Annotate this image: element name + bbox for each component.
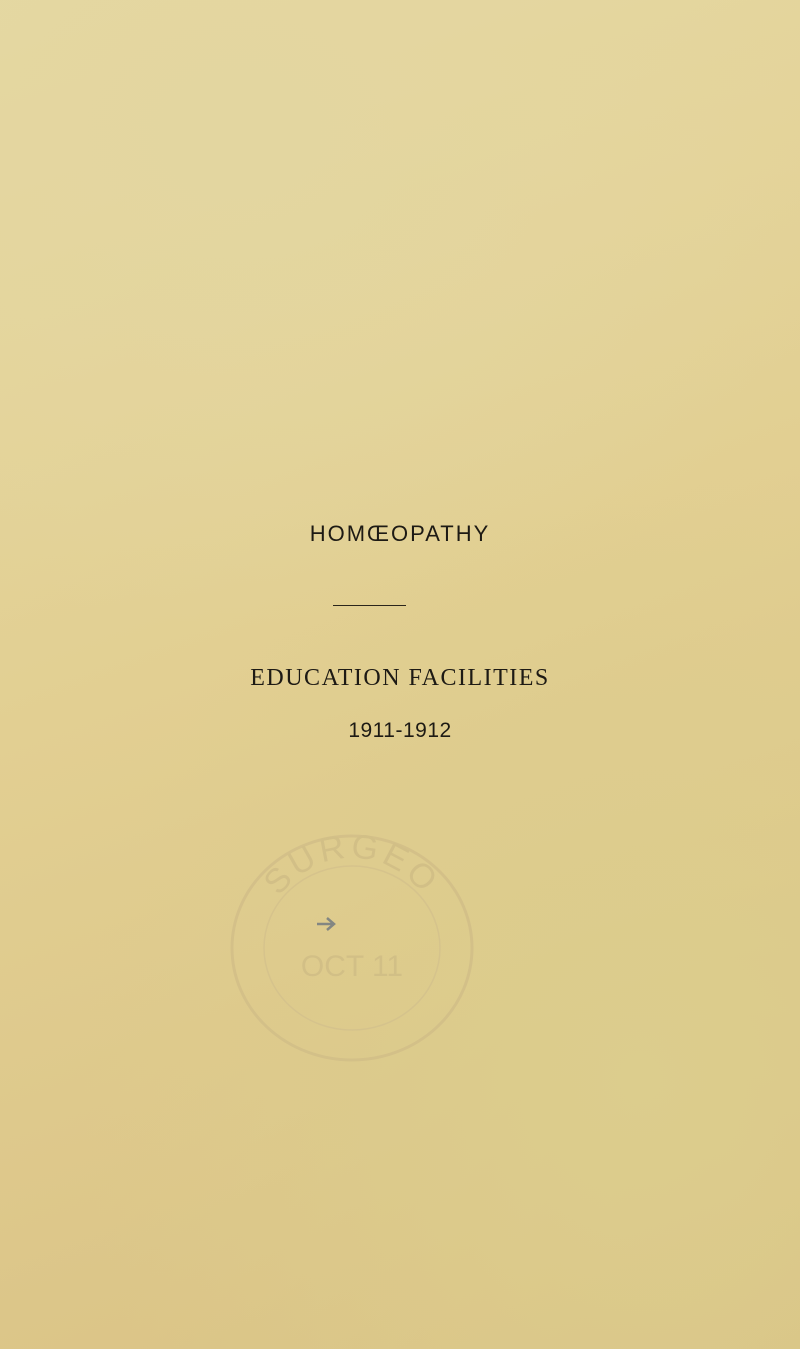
document-title: HOMŒOPATHY: [309, 521, 491, 546]
title-divider: [333, 605, 406, 606]
stamp-date-text: OCT 11: [300, 950, 404, 983]
stamp-arrow-mark: [317, 918, 334, 930]
library-stamp: [217, 818, 487, 1068]
document-subtitle: EDUCATION FACILITIES: [250, 665, 550, 691]
stamp-top-text: SURGEO: [256, 827, 448, 902]
document-years: 1911-1912: [348, 719, 452, 742]
